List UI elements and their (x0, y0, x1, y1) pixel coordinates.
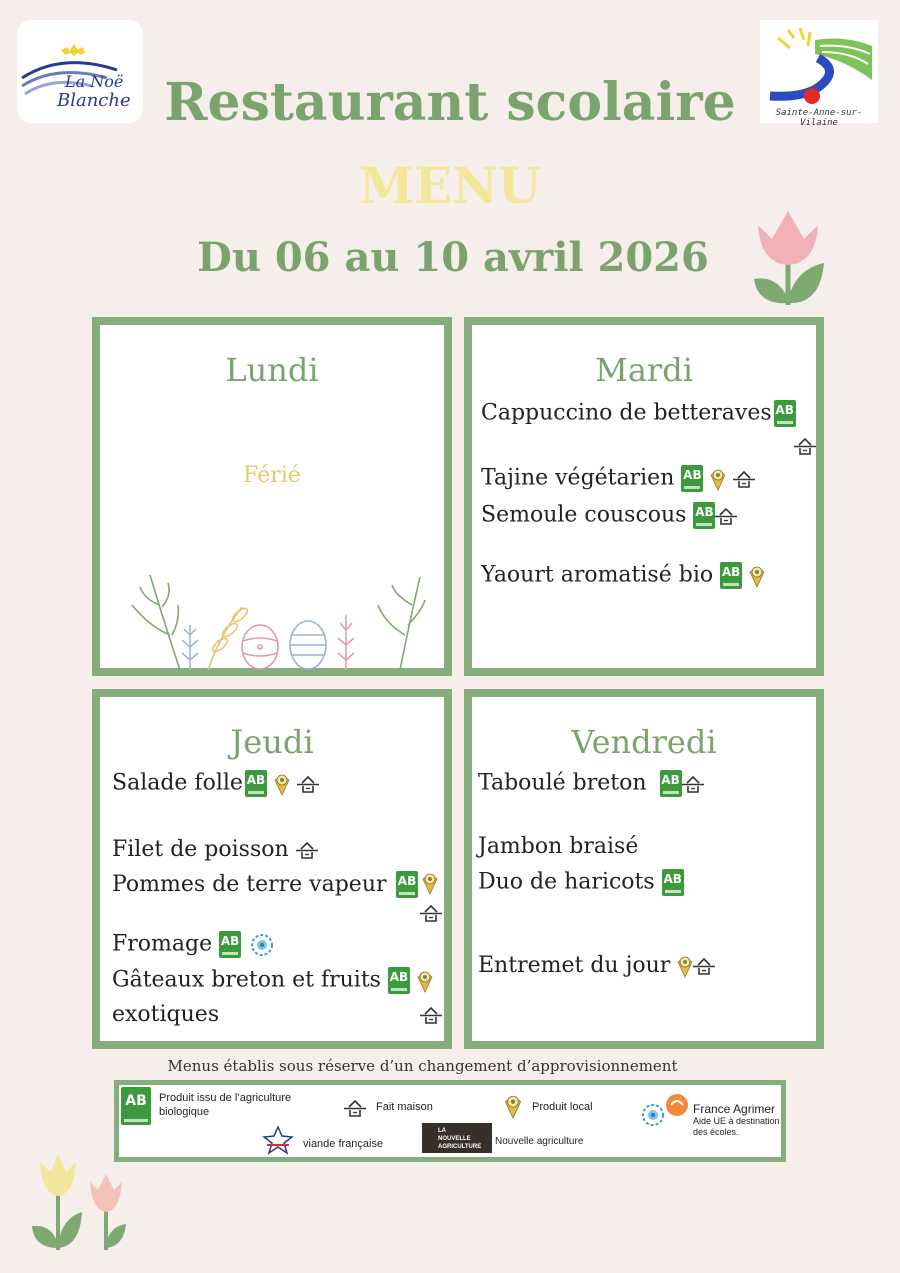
local-product-icon (710, 467, 726, 491)
menu-item-label: Gâteaux breton et fruits (112, 967, 381, 993)
supply-disclaimer: Menus établis sous réserve d’un changement d’approvisionnement (167, 1057, 678, 1075)
menu-item (112, 967, 433, 994)
holiday-note: Férié (243, 463, 301, 488)
day-title-mardi: Mardi (595, 351, 693, 389)
homemade-house-icon (715, 507, 737, 525)
homemade-house-icon (733, 470, 755, 488)
ab-organic-icon: AB (720, 562, 742, 589)
na-logo-line-3: AGRICULTURE (438, 1144, 482, 1150)
legend-bio-text (159, 1091, 291, 1119)
legend-french-meat-text: viande française (303, 1138, 384, 1150)
easter-decoration-icon (120, 565, 430, 675)
menu-item (478, 869, 684, 896)
menu-item-label: Filet de poisson (112, 837, 289, 862)
menu-item (112, 770, 319, 797)
menu-item-label: Semoule couscous (481, 502, 687, 528)
homemade-house-icon (420, 904, 442, 922)
homemade-house-icon (693, 957, 715, 975)
menu-item-label: Fromage (112, 931, 213, 957)
menu-item-label: Cappuccino de betteraves (481, 400, 772, 426)
france-agrimer-logo-icon (665, 1093, 689, 1117)
menu-item-label: Pommes de terre vapeur (112, 872, 387, 897)
ab-organic-icon: AB (121, 1087, 151, 1125)
tulips-bottom-decoration-icon (28, 1150, 132, 1252)
menu-item-label: Jambon braisé (478, 834, 639, 859)
menu-item-label: exotiques (112, 1002, 220, 1027)
menu-item (112, 872, 387, 897)
ab-organic-icon: AB (388, 967, 410, 994)
day-title-lundi: Lundi (225, 351, 319, 389)
menu-item (478, 770, 704, 797)
menu-item (112, 1002, 219, 1027)
menu-item-label: Yaourt aromatisé bio (481, 562, 714, 588)
france-agrimer-icon (248, 933, 276, 957)
menu-dates: Du 06 au 10 avril 2026 (197, 234, 709, 281)
menu-item (478, 834, 638, 859)
menu-subtitle: MENU (358, 156, 542, 215)
menu-item (481, 400, 796, 427)
legend-france-agrimer-line-2: des écoles. (693, 1127, 739, 1137)
legend-homemade-text: Fait maison (376, 1101, 433, 1113)
homemade-house-icon (420, 1006, 442, 1024)
menu-item-label: Taboulé breton (478, 770, 647, 796)
homemade-house-icon (297, 775, 319, 793)
local-product-icon (422, 871, 438, 895)
day-title-jeudi: Jeudi (230, 723, 314, 761)
menu-item (478, 953, 715, 978)
ab-organic-icon: AB (774, 400, 796, 427)
menu-item-label: Tajine végétarien (481, 465, 675, 491)
viande-francaise-icon (261, 1125, 295, 1155)
ab-organic-icon: AB (681, 465, 703, 492)
legend-box (114, 1080, 786, 1162)
day-card-lundi (92, 317, 452, 676)
ab-organic-icon: AB (396, 871, 418, 898)
menu-item (481, 465, 755, 492)
homemade-house-icon (296, 841, 318, 859)
tulip-decoration-icon (748, 205, 830, 307)
local-product-icon (274, 772, 290, 796)
local-product-icon (677, 954, 693, 978)
france-agrimer-icon (639, 1103, 667, 1127)
day-card-mardi (464, 317, 824, 676)
ab-organic-icon: AB (662, 869, 684, 896)
day-card-vendredi (464, 689, 824, 1049)
local-product-icon (749, 564, 765, 588)
menu-item-label: Duo de haricots (478, 869, 655, 895)
legend-nouvelle-agriculture-text: Nouvelle agriculture (495, 1136, 584, 1147)
legend-france-agrimer-title: France Agrimer (693, 1102, 776, 1116)
na-logo-line-2: NOUVELLE (438, 1136, 471, 1142)
logo-line-1: La Noë (65, 72, 124, 91)
local-product-icon (503, 1093, 523, 1119)
homemade-house-icon (682, 775, 704, 793)
homemade-house-icon (794, 437, 816, 455)
local-product-icon (417, 969, 433, 993)
legend-bio-line-1: Produit issu de l’agriculture (159, 1092, 292, 1104)
commune-caption: Sainte-Anne-sur-Vilaine (775, 108, 863, 128)
legend-bio-line-2: biologique (159, 1106, 210, 1118)
ab-organic-icon: AB (693, 502, 715, 529)
nouvelle-agriculture-logo (422, 1123, 492, 1153)
menu-item-label: Entremet du jour (478, 953, 671, 978)
ab-organic-icon: AB (219, 931, 241, 958)
day-card-jeudi (92, 689, 452, 1049)
menu-item (112, 931, 276, 958)
menu-item (481, 502, 737, 529)
legend-france-agrimer-text (693, 1102, 780, 1138)
day-title-vendredi: Vendredi (571, 723, 717, 761)
homemade-house-icon (344, 1099, 366, 1117)
menu-item (481, 562, 765, 589)
legend-local-text: Produit local (532, 1101, 593, 1113)
menu-item (112, 837, 318, 862)
logo-line-2: Blanche (57, 90, 131, 111)
page-title: Restaurant scolaire (164, 72, 736, 133)
ab-organic-icon: AB (660, 770, 682, 797)
legend-france-agrimer-line-1: Aide UE à destination (693, 1116, 780, 1126)
ab-organic-icon: AB (245, 770, 267, 797)
menu-item-label: Salade folle (112, 770, 243, 796)
na-logo-line-1: LA (438, 1128, 446, 1134)
